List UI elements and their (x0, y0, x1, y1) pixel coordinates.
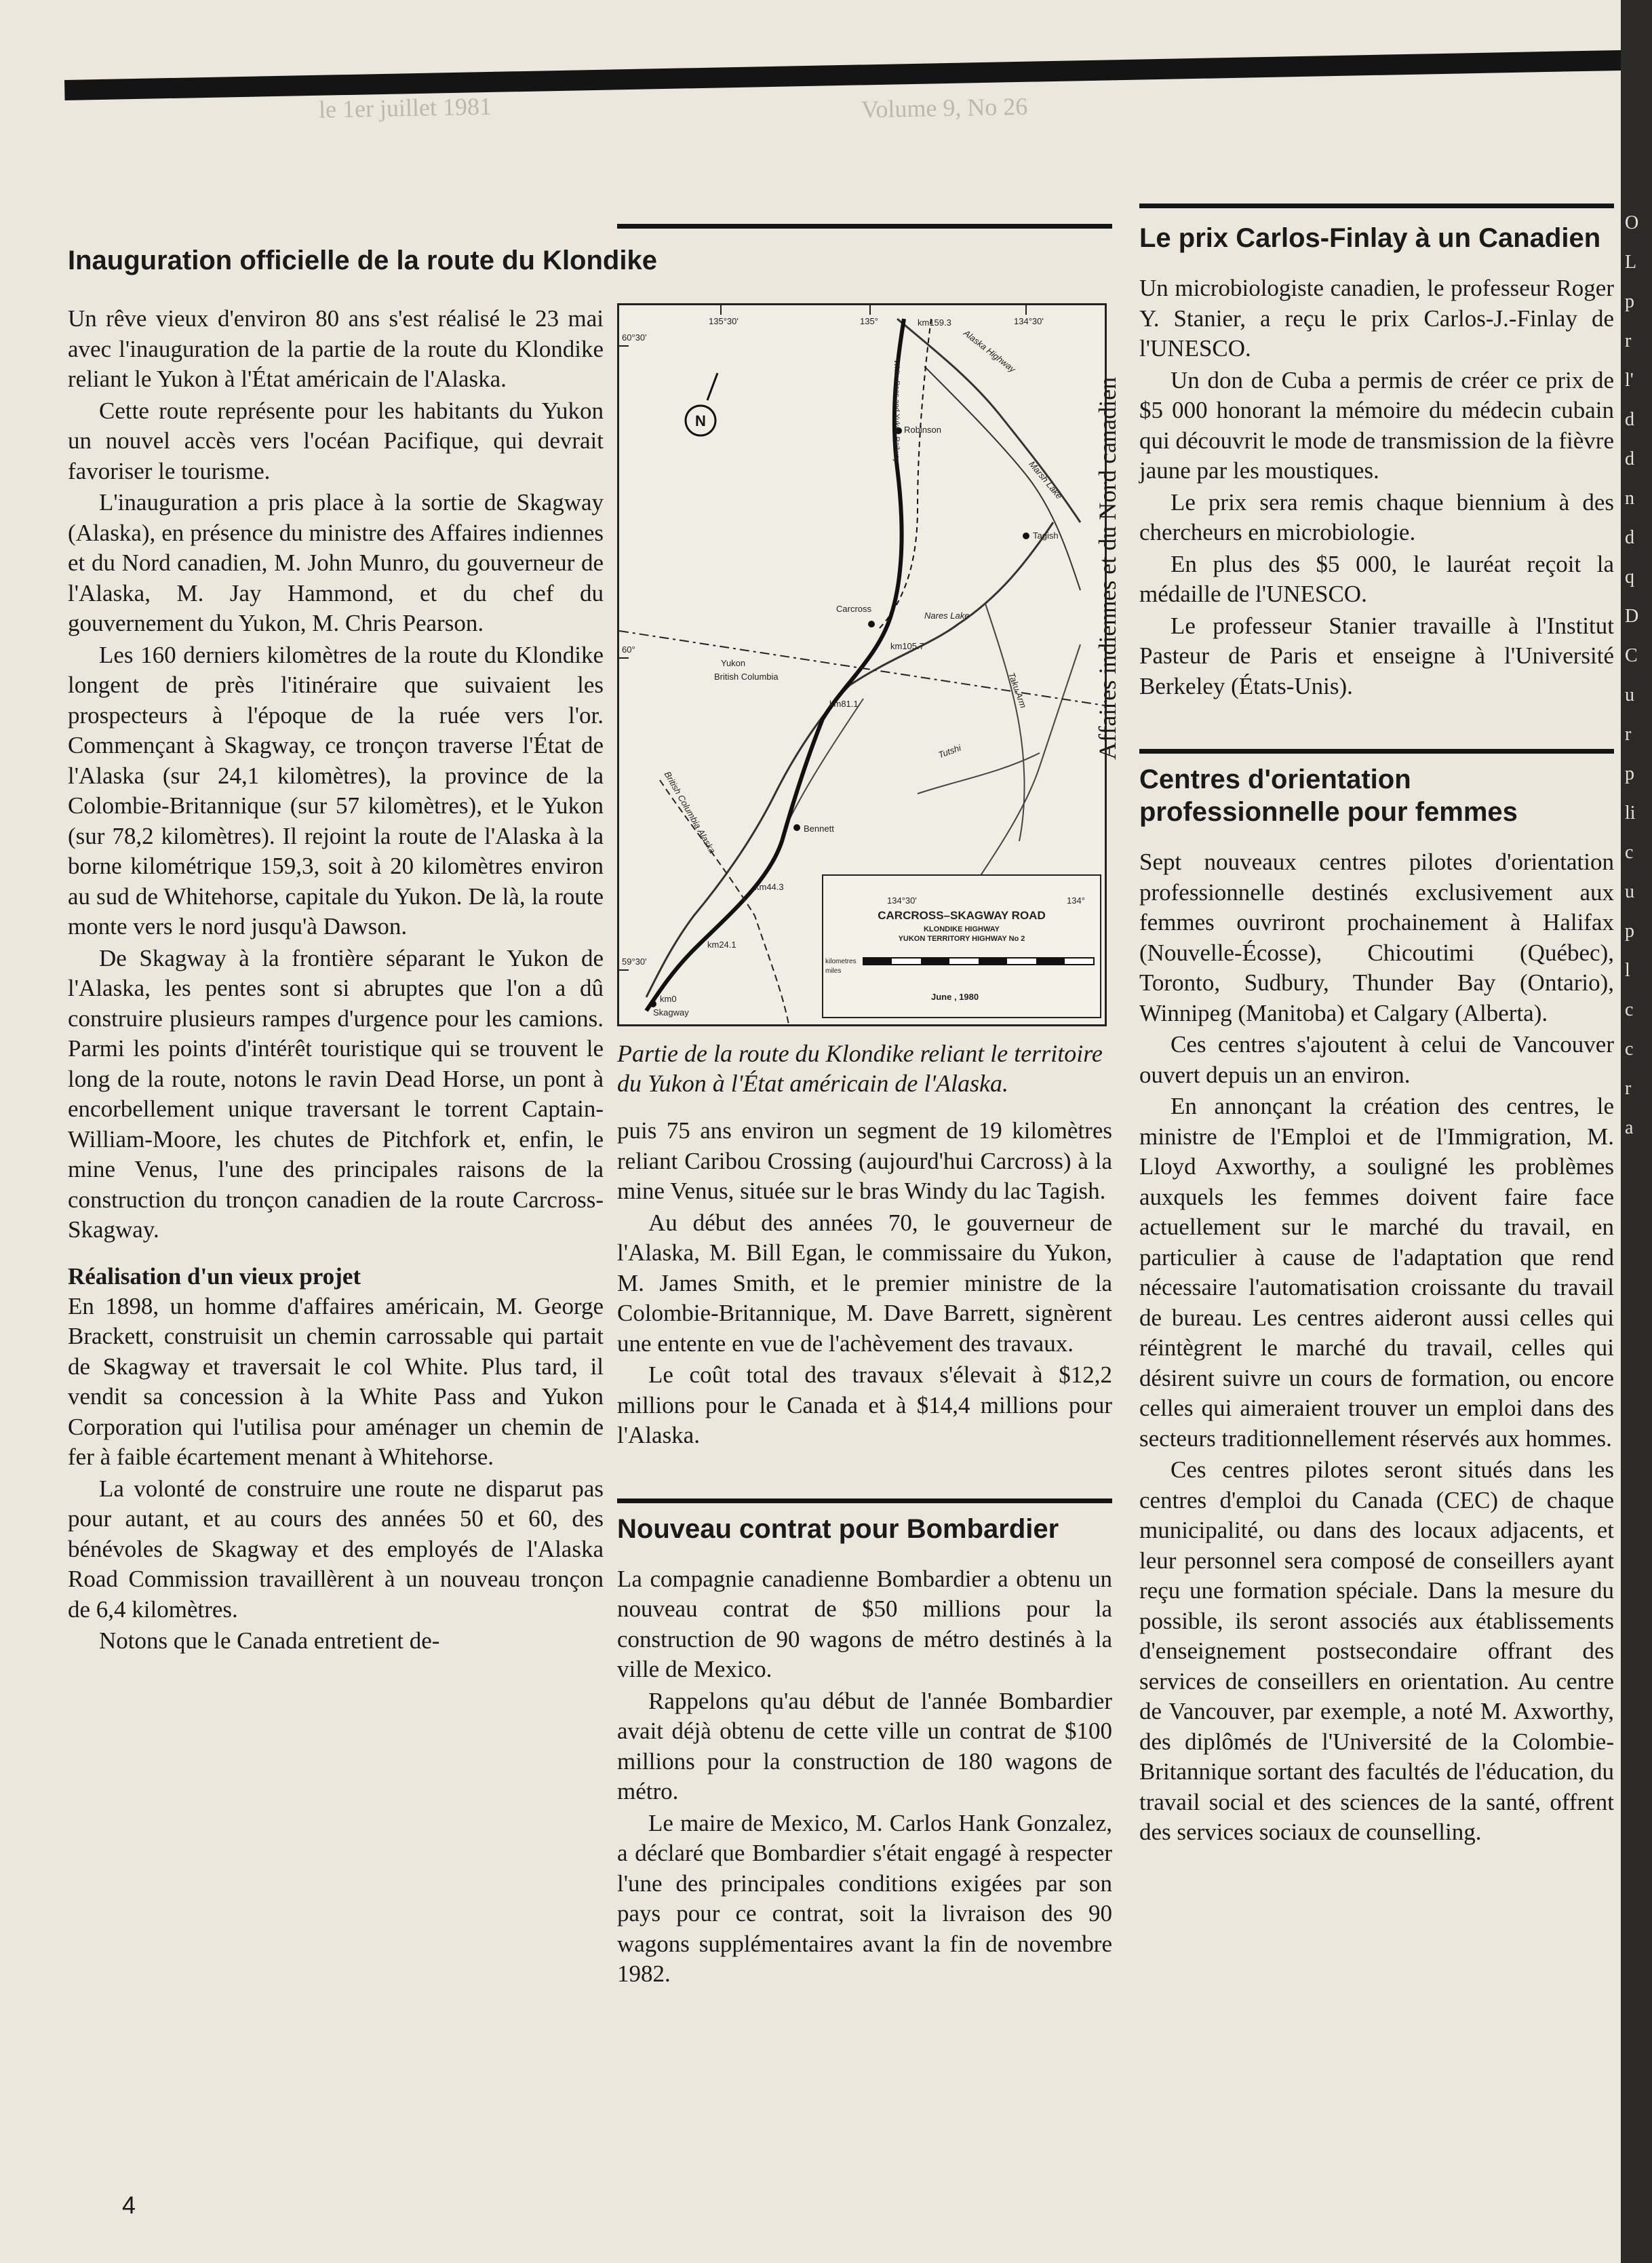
paragraph: Ces centres pilotes seront situés dans les centres d'emploi du Canada (CEC) de chaque municipalité, ou dans des locaux adjacents, et leur personnel sera composé de conseillers ayant reçu une formation spéciale. Dans la mesure du possible, ils seront associés aux établissements d'enseignement postsecondaire offrant des services de conseillers en orientation. Au centre de Vancouver, par exemple, a noté M. Axworthy, des diplômés de l'Université de la Colombie-Britannique sortant des facultés de l'éducation, du travail social et des sciences de la santé, offrent des services sociaux de counselling. (1139, 1456, 1614, 1845)
paragraph: En plus des $5 000, le lauréat reçoit la médaille de l'UNESCO. (1139, 550, 1614, 607)
paragraph: Un microbiologiste canadien, le professeur Roger Y. Stanier, a reçu le prix Carlos-J.-Finlay de l'UNESCO. (1139, 275, 1614, 362)
legend-subtitle: KLONDIKE HIGHWAY (923, 925, 1000, 933)
next-page-letter: u (1625, 684, 1634, 705)
bleed-through-volume: Volume 9, No 26 (861, 92, 1028, 123)
map-legend (823, 875, 1101, 1018)
article-title: Centres d'orientation professionnelle pour femmes (1139, 765, 1518, 827)
paragraph: Notons que le Canada entretient de- (99, 1627, 440, 1654)
map-place-label: Carcross (836, 604, 872, 614)
next-page-letter: d (1625, 409, 1634, 430)
legend-date: June , 1980 (931, 992, 979, 1002)
paragraph: Au début des années 70, le gouverneur de l'Alaska, M. Bill Egan, le commissaire du Yukon, M. James Smith, et le premier ministre de la Colombie-Britannique, M. Dave Barrett, signèrent une entente en vue de l'achèvement des travaux. (617, 1209, 1112, 1357)
legend-title: CARCROSS–SKAGWAY ROAD (878, 909, 1046, 922)
next-page-letter: c (1625, 1039, 1634, 1060)
next-page-letter: p (1625, 763, 1634, 784)
paragraph: Cette route représente pour les habitants du Yukon un nouvel accès vers l'océan Pacifique, qui devrait favoriser le tourisme. (68, 397, 604, 484)
paragraph: La compagnie canadienne Bombardier a obtenu un nouveau contrat de $50 millions pour la construction de 90 wagons de métro destinés à la ville de Mexico. (617, 1565, 1112, 1682)
map-longitude-label: 135° (860, 316, 878, 326)
map-place-label: Bennett (804, 824, 834, 834)
scale-mi-label: miles (825, 967, 842, 975)
article-title: Le prix Carlos-Finlay à un Canadien (1139, 223, 1601, 253)
column-rule (1139, 204, 1614, 208)
map-km-label: km0 (660, 994, 677, 1004)
paragraph: En 1898, un homme d'affaires américain, M. George Brackett, construisit un chemin carrossable qui partait de Skagway et traversait le col White. Plus tard, il vendit sa concession à la White Pass and Yukon Corporation qui l'utilisa pour aménager un chemin de fer à faible écartement menant à Whitehorse. (68, 1292, 604, 1470)
subheading: Réalisation d'un vieux projet (68, 1262, 361, 1290)
column-rule (1139, 749, 1614, 754)
map-km-label: km159.3 (918, 317, 951, 328)
paragraph: Ces centres s'ajoutent à celui de Vancouver ouvert depuis un an environ. (1139, 1031, 1614, 1088)
next-page-letter: q (1625, 566, 1634, 587)
column-rule (617, 224, 1112, 229)
map-longitude-label: 134° (1067, 895, 1085, 906)
paragraph: puis 75 ans environ un segment de 19 kilomètres reliant Caribou Crossing (aujourd'hui Carcross) à la mine Venus, située sur le bras Windy du lac Tagish. (617, 1117, 1112, 1204)
map-latitude-label: 60°30' (622, 332, 647, 343)
map-territory-label: Yukon (721, 658, 746, 668)
map-arm-label: Taku Arm (1006, 671, 1029, 710)
map-km-label: km44.3 (755, 882, 784, 892)
map-longitude-label: 135°30' (709, 316, 739, 326)
article-carlos-finlay (1139, 204, 1614, 1848)
paragraph: De Skagway à la frontière séparant le Yukon de l'Alaska, les pentes sont si abruptes que l'on a dû construire plusieurs rampes d'urgence pour les camions. Parmi les points d'intérêt touristique qui se trouvent le long de la route, notons le ravin Dead Horse, un pont à encorbellement unique traversant le torrent Captain-William-Moore, les chutes de Pitchfork et, enfin, le mine Venus, l'une des principales raisons de la construction du tronçon canadien de la route Carcross-Skagway. (68, 944, 604, 1243)
map-longitude-label: 134°30' (1014, 316, 1044, 326)
paragraph: L'inauguration a pris place à la sortie de Skagway (Alaska), en présence du ministre des Affaires indiennes et du Nord canadien, M. John Munro, du gouverneur de l'Alaska, M. Jay Hammond, et du chef du gouvernement du Yukon, M. Chris Pearson. (68, 489, 604, 636)
map-km-label: km81.1 (829, 699, 859, 709)
next-page-letter: d (1625, 527, 1634, 548)
next-page-letter: c (1625, 999, 1634, 1020)
next-page-letter: c (1625, 842, 1634, 863)
top-rule (64, 50, 1624, 100)
next-page-letter: p (1625, 921, 1634, 942)
map-lake-label: Marsh Lake (1027, 459, 1065, 501)
paragraph: Rappelons qu'au début de l'année Bombardier avait déjà obtenu de cette ville un contrat de $100 millions pour la construction de 180 wagons de métro. (617, 1687, 1112, 1804)
paragraph: En annonçant la création des centres, le ministre de l'Emploi et de l'Immigration, M. Lloyd Axworthy, a souligné les problèmes auxquels les femmes doivent faire face actuellement sur le marché du travail, en particulier à cause de l'adaptation que rend nécessaire l'automatisation croissante du travail de bureau. Les centres aideront aussi celles qui réintègrent le marché du travail, celles qui désirent suivre un cours de formation, ou encore celles qui aimeraient trouver un emploi dans des secteurs traditionnellement réservés aux hommes. (1139, 1093, 1614, 1452)
paragraph: Un don de Cuba a permis de créer ce prix de $5 000 honorant la mémoire du médecin cubain qui découvrit le mode de transmission de la fièvre jaune par les moustiques. (1139, 366, 1614, 484)
map-latitude-label: 59°30' (622, 956, 647, 967)
next-page-letter: r (1625, 330, 1632, 351)
map-longitude-label: 134°30' (887, 895, 917, 906)
article-klondike-col2 (617, 224, 1112, 1990)
next-page-letter: u (1625, 881, 1634, 902)
map-border-label: British Columbia Alaska (662, 769, 718, 855)
next-page-letter: d (1625, 448, 1634, 469)
legend-subtitle: YUKON TERRITORY HIGHWAY No 2 (898, 935, 1025, 943)
map-railway-label: White Pass and Yukon Railway (892, 360, 901, 463)
klondike-map (617, 303, 1107, 1026)
next-page-fragment (1625, 204, 1652, 1153)
next-page-letter: l (1625, 960, 1630, 981)
column-rule (617, 1498, 1112, 1503)
next-page-letter: D (1625, 606, 1639, 627)
map-place-label: Tagish (1033, 530, 1059, 541)
map-latitude-label: 60° (622, 644, 635, 655)
paragraph: Le prix sera remis chaque biennium à des chercheurs en microbiologie. (1139, 488, 1614, 545)
next-page-letter: C (1625, 645, 1638, 666)
map-lake-label: Tutshi (937, 742, 962, 760)
bleed-through-date: le 1er juillet 1981 (318, 92, 492, 123)
next-page-letter: n (1625, 488, 1634, 509)
next-page-letter: r (1625, 1078, 1632, 1099)
map-km-label: km24.1 (707, 940, 736, 950)
paragraph: Les 160 derniers kilomètres de la route du Klondike longent de près l'itinéraire que suivaient les prospecteurs à l'époque de la ruée vers l'or. Commençant à Skagway, ce tronçon traverse l'État de l'Alaska (sur 24,1 kilomètres), la province de la Colombie-Britannique (sur 57 kilomètres), et le Yukon (sur 78,2 kilomètres). Il rejoint la route de l'Alaska à la borne kilométrique 159,3, soit à 20 kilomètres environ au sud de Whitehorse, capitale du Yukon. De là, la route monte vers le nord jusqu'à Dawson. (68, 641, 604, 940)
svg-text:N: N (695, 412, 706, 429)
next-page-letter: p (1625, 291, 1634, 312)
article-title: Inauguration officielle de la route du Klondike (68, 246, 657, 275)
paragraph: La volonté de construire une route ne disparut pas pour autant, et au cours des années 50 et 60, des bénévoles de Skagway et des employés de l'Alaska Road Commission travaillèrent à un nouveau tronçon de 6,4 kilomètres. (68, 1475, 604, 1623)
page-number: 4 (122, 2191, 136, 2219)
next-page-letter: O (1625, 212, 1639, 233)
next-page-letter: r (1625, 724, 1632, 745)
map-lake-label: Nares Lake (924, 611, 970, 621)
paragraph: Le maire de Mexico, M. Carlos Hank Gonzalez, a déclaré que Bombardier s'était engagé à respecter l'une des principales conditions exigées par son pays pour ce contrat, soit la livraison des 90 wagons supplémentaires avant la fin de novembre 1982. (617, 1809, 1112, 1987)
next-page-letter: li (1625, 802, 1636, 824)
map-place-label: Skagway (653, 1007, 689, 1018)
map-credit: Affaires indiennes et du Nord canadien (1094, 376, 1121, 760)
next-page-letter: a (1625, 1117, 1634, 1138)
article-title: Nouveau contrat pour Bombardier (617, 1513, 1059, 1544)
map-caption: Partie de la route du Klondike reliant le territoire du Yukon à l'État américain de l'Alaska. (617, 1040, 1103, 1097)
paragraph: Sept nouveaux centres pilotes d'orientation professionnelle destinés exclusivement aux femmes ouvriront prochainement à Halifax (Nouvelle-Écosse), Chicoutimi (Québec), Toronto, Sudbury, Thunder Bay (Ontario), Winnipeg (Manitoba) et Calgary (Alberta). (1139, 849, 1614, 1026)
map-province-label: British Columbia (714, 672, 779, 682)
next-page-letter: L (1625, 252, 1637, 273)
map-km-label: km105.7 (890, 641, 924, 651)
paragraph: Le coût total des travaux s'élevait à $12,2 millions pour le Canada et à $14,4 millions pour l'Alaska. (617, 1361, 1112, 1448)
scale-km-label: kilometres (825, 958, 857, 965)
map-place-label: Robinson (904, 425, 941, 435)
map-road-label: Alaska Highway (962, 328, 1018, 374)
paragraph: Un rêve vieux d'environ 80 ans s'est réalisé le 23 mai avec l'inauguration de la partie de la route du Klondike reliant le Yukon à l'État américain de l'Alaska. (68, 305, 604, 392)
next-page-letter: l' (1625, 370, 1634, 391)
paragraph: Le professeur Stanier travaille à l'Institut Pasteur de Paris et enseigne à l'Université Berkeley (États-Unis). (1139, 612, 1614, 699)
